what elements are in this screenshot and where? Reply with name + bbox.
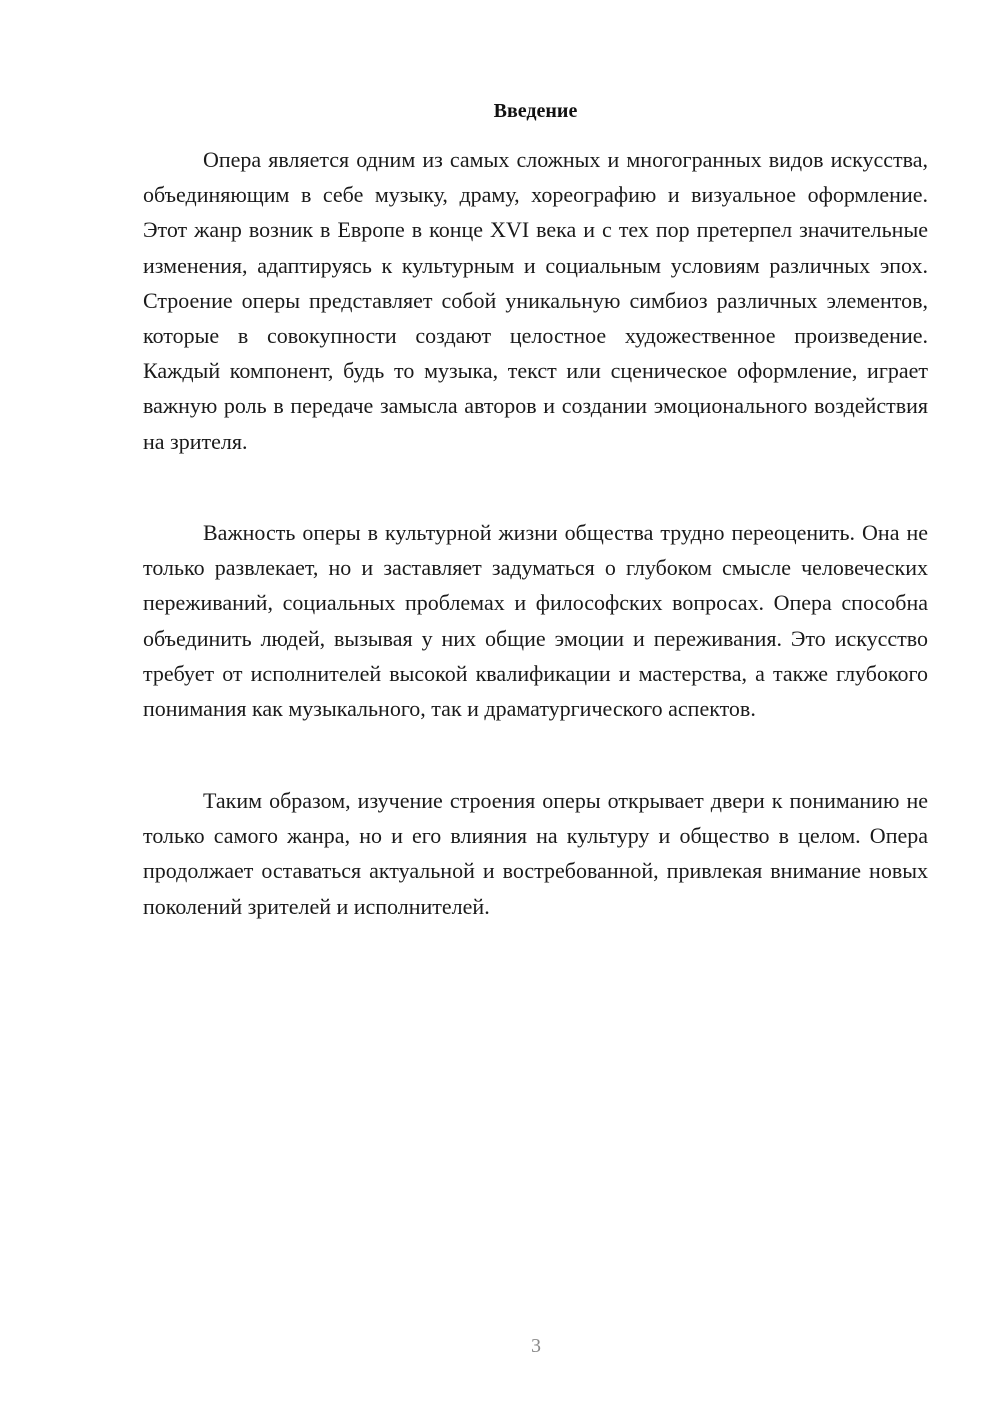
paragraph-1: Опера является одним из самых сложных и многогранных видов искусства, объединяющим в себе музыку, драму, хореографию и визуальное оформление. Этот жанр возник в Европе в конце XVI века и с тех пор претерпел значительные изменения, адаптируясь к культурным и социальным условиям различных эпох. Строение оперы представляет собой уникальную симбиоз различных элементов, которые в совокупности создают целостное художественное произведение. Каждый компонент, будь то музыка, текст или сценическое оформление, играет важную роль в передаче замысла авторов и создании эмоционального воздействия на зрителя. — [143, 147, 928, 454]
paragraph-3: Таким образом, изучение строения оперы открывает двери к пониманию не только самого жанра, но и его влияния на культуру и общество в целом. Опера продолжает оставаться актуальной и востребованной, привлекая внимание новых поколений зрителей и исполнителей. — [143, 788, 928, 919]
page-number: 3 — [531, 1335, 541, 1357]
paragraph-2: Важность оперы в культурной жизни общества трудно переоценить. Она не только развлекает, но и заставляет задуматься о глубоком смысле человеческих переживаний, социальных проблемах и философских вопросах. Опера способна объединить людей, вызывая у них общие эмоции и переживания. Это искусство требует от исполнителей высокой квалификации и мастерства, а также глубокого понимания как музыкального, так и драматургического аспектов. — [143, 520, 928, 722]
section-heading: Введение — [493, 100, 578, 122]
